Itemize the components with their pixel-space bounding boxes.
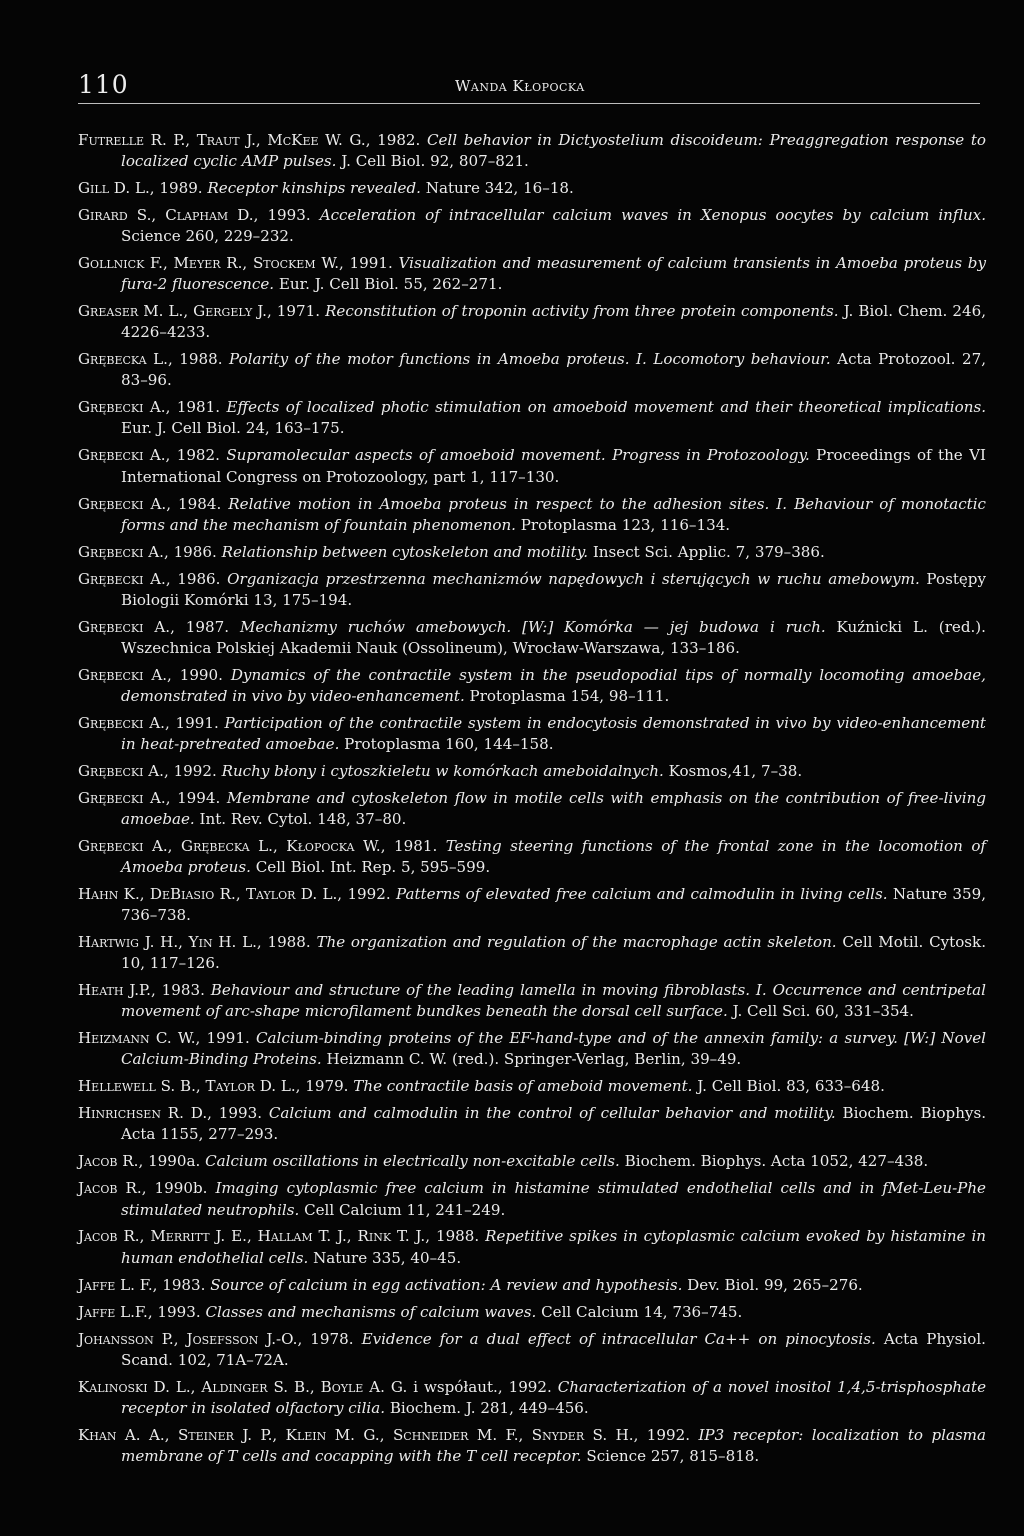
- reference-year: , 1991.: [195, 1029, 256, 1048]
- reference-authors: Hellewell S. B., Taylor D. L.: [78, 1077, 296, 1096]
- reference-title: Classes and mechanisms of calcium waves.: [205, 1302, 537, 1321]
- reference-title: Relationship between cytoskeleton and motility.: [221, 542, 589, 561]
- reference-list: [78, 130, 986, 1473]
- reference-year: , 1979.: [295, 1077, 354, 1096]
- reference-title: Reconstitution of troponin activity from three protein components.: [325, 302, 839, 321]
- reference-authors: Hahn K., DeBiasio R., Taylor D. L.: [78, 885, 338, 904]
- reference-entry: [78, 253, 986, 295]
- reference-source: Nature 359, 736–738.: [121, 885, 987, 925]
- reference-source: Protoplasma 160, 144–158.: [339, 734, 554, 753]
- reference-entry: [78, 178, 986, 199]
- reference-source: Biochem. J. 281, 449–456.: [385, 1398, 589, 1417]
- reference-year: , 1992.: [337, 885, 397, 904]
- reference-title: Visualization and measurement of calcium transients in Amoeba proteus by fura-2 fluorescence.: [121, 254, 986, 294]
- reference-source: Cell Motil. Cytosk. 10, 117–126.: [121, 933, 986, 973]
- reference-title: Relative motion in Amoeba proteus in respect to the adhesion sites. I. Behaviour of monotactic forms and the mechanism of fountain phenomenon.: [121, 494, 987, 534]
- reference-year: , 1990b.: [141, 1179, 216, 1198]
- reference-authors: Kalinoski D. L., Aldinger S. B., Boyle A. G.: [78, 1377, 408, 1396]
- reference-source: Science 257, 815–818.: [581, 1446, 760, 1465]
- reference-title: IP3 receptor: localization to plasma membrane of T cells and cocapping with the T cell receptor.: [121, 1425, 986, 1465]
- reference-authors: Jaffe L. F.: [78, 1275, 153, 1294]
- reference-title: Polarity of the motor functions in Amoeba proteus. I. Locomotory behaviour.: [229, 350, 831, 369]
- reference-title: The organization and regulation of the macrophage actin skeleton.: [316, 933, 837, 952]
- reference-entry: [78, 884, 986, 926]
- reference-year: , 1990a.: [138, 1152, 206, 1171]
- reference-year: , 1990.: [167, 665, 231, 684]
- reference-source: Proceedings of the VI International Congress on Protozoology, part 1, 117–130.: [121, 446, 986, 486]
- reference-authors: Hinrichsen R. D.: [78, 1104, 208, 1123]
- reference-authors: Grębecki A.: [78, 398, 166, 417]
- reference-year: , 1992.: [163, 761, 222, 780]
- reference-entry: [78, 1425, 986, 1467]
- reference-source: Heizmann C. W. (red.). Springer-Verlag, Berlin, 39–49.: [321, 1050, 742, 1069]
- reference-title: Characterization of a novel inositol 1,4,5-trisphosphate receptor in isolated olfactory cilia.: [121, 1377, 987, 1417]
- reference-entry: [78, 1028, 986, 1070]
- reference-year: , 1983.: [150, 981, 211, 1000]
- reference-source: Kosmos,41, 7–38.: [663, 761, 803, 780]
- reference-title: The contractile basis of ameboid movement.: [353, 1077, 693, 1096]
- reference-year: , 1993.: [207, 1104, 269, 1123]
- reference-source: Cell Biol. Int. Rep. 5, 595–599.: [250, 858, 491, 877]
- reference-title: Participation of the contractile system in endocytosis demonstrated in vivo by video-enhancement in heat-pretreated amoebae.: [121, 713, 986, 753]
- reference-source: Postępy Biologii Komórki 13, 175–194.: [121, 569, 986, 609]
- reference-source: Acta Protozool. 27, 83–96.: [121, 350, 987, 390]
- reference-authors: Heath J.P.: [78, 981, 151, 1000]
- reference-title: Receptor kinships revealed.: [207, 179, 421, 198]
- reference-authors: Grębecki A.: [78, 542, 164, 561]
- reference-authors: Gollnick F., Meyer R., Stockem W.: [78, 254, 340, 273]
- reference-title: Evidence for a dual effect of intracellular Ca++ on pinocytosis.: [361, 1329, 876, 1348]
- reference-source: Eur. J. Cell Biol. 24, 163–175.: [121, 419, 345, 438]
- reference-title: Cell behavior in Dictyostelium discoideum: Preaggregation response to localized cyclic AMP pulses.: [121, 131, 987, 171]
- reference-year: , 1993.: [147, 1302, 206, 1321]
- reference-entry: [78, 665, 986, 707]
- reference-entry: [78, 1226, 986, 1268]
- reference-authors: Jacob R.: [78, 1179, 142, 1198]
- reference-authors: Grębecki A.: [78, 617, 171, 636]
- reference-entry: [78, 397, 986, 439]
- reference-year: , 1988.: [256, 933, 317, 952]
- reference-year: , 1989.: [149, 179, 208, 198]
- reference-source: Nature 335, 40–45.: [308, 1248, 462, 1267]
- reference-entry: [78, 130, 986, 172]
- reference-entry: [78, 445, 986, 487]
- reference-title: Calcium oscillations in electrically non-excitable cells.: [205, 1152, 620, 1171]
- reference-authors: Khan A. A., Steiner J. P., Klein M. G., Schneider M. F., Snyder S. H.: [78, 1425, 634, 1444]
- reference-title: Calcium and calmodulin in the control of cellular behavior and motility.: [268, 1104, 836, 1123]
- reference-year: , 1983.: [152, 1275, 211, 1294]
- reference-authors: Grębecki A.: [78, 788, 166, 807]
- reference-year: , 1981.: [165, 398, 227, 417]
- reference-year: , 1978.: [297, 1329, 362, 1348]
- reference-entry: [78, 542, 986, 563]
- reference-entry: [78, 836, 986, 878]
- reference-title: Testing steering functions of the frontal zone in the locomotion of Amoeba proteus.: [121, 836, 986, 877]
- reference-title: Behaviour and structure of the leading lamella in moving fibroblasts. I. Occurrence and centripetal movement of arc-shape microfilament bundkes beneath the dorsal cell surface.: [121, 981, 986, 1021]
- reference-year: , 1991.: [339, 254, 399, 273]
- reference-authors: Gill D. L.: [78, 179, 150, 198]
- reference-source: Cell Calcium 11, 241–249.: [299, 1200, 506, 1219]
- reference-title: Calcium-binding proteins of the EF-hand-type and of the annexin family: a survey. [W:] Novel Calcium-Binding Proteins.: [121, 1029, 986, 1069]
- reference-entry: [78, 1329, 986, 1371]
- reference-entry: [78, 1178, 986, 1220]
- reference-authors: Hartwig J. H., Yin H. L.: [78, 933, 257, 952]
- reference-authors: Greaser M. L., Gergely J.: [78, 302, 267, 321]
- reference-entry: [78, 205, 986, 247]
- reference-authors: Johansson P., Josefsson J.-O.: [78, 1329, 298, 1348]
- reference-entry: [78, 569, 986, 611]
- reference-entry: [78, 1151, 986, 1172]
- reference-authors: Grębecki A.: [78, 665, 168, 684]
- page-number: 110: [78, 70, 129, 99]
- page-header: [78, 66, 980, 106]
- reference-authors: Heizmann C. W.: [78, 1029, 196, 1048]
- reference-title: Dynamics of the contractile system in the pseudopodial tips of normally locomoting amoebae, demonstrated in vivo by video-enhancement.: [121, 665, 986, 705]
- reference-year: , 1984.: [166, 494, 229, 513]
- reference-source: Eur. J. Cell Biol. 55, 262–271.: [274, 275, 503, 294]
- reference-entry: [78, 1302, 986, 1323]
- reference-source: Int. Rev. Cytol. 148, 37–80.: [194, 809, 407, 828]
- reference-year: , 1991.: [164, 713, 225, 732]
- reference-entry: [78, 349, 986, 391]
- reference-entry: [78, 1377, 986, 1419]
- reference-year: , 1986.: [163, 542, 222, 561]
- reference-authors: Jaffe L.F.: [78, 1302, 148, 1321]
- reference-entry: [78, 932, 986, 974]
- reference-authors: Grębecki A.: [78, 713, 165, 732]
- reference-title: Imaging cytoplasmic free calcium in histamine stimulated endothelial cells and in fMet-Leu-Phe stimulated neutrophils.: [121, 1179, 986, 1219]
- reference-year: , 1988.: [167, 350, 230, 369]
- reference-source: Biochem. Biophys. Acta 1155, 277–293.: [121, 1104, 987, 1144]
- reference-source: Kuźnicki L. (red.). Wszechnica Polskiej Akademii Nauk (Ossolineum), Wrocław-Warszawa, 133–186.: [121, 617, 986, 657]
- reference-authors: Grębecki A.: [78, 761, 164, 780]
- reference-authors: Jacob R., Merritt J. E., Hallam T. J., Rink T. J.: [78, 1227, 426, 1246]
- reference-title: Repetitive spikes in cytoplasmic calcium evoked by histamine in human endothelial cells.: [121, 1227, 987, 1267]
- reference-title: Ruchy błony i cytoszkieletu w komórkach ameboidalnych.: [221, 761, 664, 780]
- reference-source: Nature 342, 16–18.: [420, 179, 574, 198]
- reference-source: Dev. Biol. 99, 265–276.: [682, 1275, 863, 1294]
- reference-entry: [78, 1076, 986, 1097]
- reference-title: Source of calcium in egg activation: A review and hypothesis.: [210, 1275, 683, 1294]
- reference-source: Biochem. Biophys. Acta 1052, 427–438.: [619, 1152, 929, 1171]
- reference-source: J. Cell Biol. 92, 807–821.: [336, 152, 529, 171]
- reference-source: J. Biol. Chem. 246, 4226–4233.: [121, 302, 987, 342]
- reference-year: , 1986.: [165, 569, 228, 588]
- reference-title: Membrane and cytoskeleton flow in motile cells with emphasis on the contribution of free-living amoebae.: [121, 788, 986, 828]
- reference-year: , 1982.: [365, 131, 427, 149]
- reference-entry: [78, 494, 986, 536]
- reference-source: Protoplasma 123, 116–134.: [515, 515, 731, 534]
- reference-authors: Girard S., Clapham D.: [78, 206, 254, 225]
- reference-entry: [78, 980, 986, 1022]
- reference-entry: [78, 301, 986, 343]
- reference-source: Acta Physiol. Scand. 102, 71A–72A.: [121, 1329, 986, 1369]
- reference-source: Protoplasma 154, 98–111.: [464, 686, 670, 705]
- reference-authors: Grębecki A.: [78, 569, 166, 588]
- reference-year: , 1988.: [425, 1227, 486, 1246]
- reference-year: , 1992.: [633, 1425, 699, 1444]
- reference-authors: Grębecki A.: [78, 446, 166, 465]
- reference-entry: [78, 713, 986, 755]
- reference-source: J. Cell Biol. 83, 633–648.: [692, 1077, 885, 1096]
- reference-authors: Grębecka L.: [78, 350, 168, 369]
- reference-source: Science 260, 229–232.: [121, 227, 294, 246]
- reference-title: Acceleration of intracellular calcium waves in Xenopus oocytes by calcium influx.: [319, 206, 986, 225]
- reference-entry: [78, 788, 986, 830]
- reference-year: , 1982.: [165, 446, 227, 465]
- reference-year: , 1971.: [266, 302, 326, 321]
- reference-authors: Grębecki A.: [78, 494, 167, 513]
- reference-entry: [78, 761, 986, 782]
- reference-year: , 1981.: [380, 836, 446, 855]
- reference-title: Effects of localized photic stimulation on amoeboid movement and their theoretical implications.: [226, 398, 986, 417]
- reference-authors: Jacob R.: [78, 1152, 139, 1171]
- reference-authors: Futrelle R. P., Traut J., McKee W. G.: [78, 131, 366, 149]
- reference-year: , 1994.: [165, 788, 227, 807]
- reference-title: Patterns of elevated free calcium and calmodulin in living cells.: [396, 885, 888, 904]
- reference-title: Mechanizmy ruchów amebowych. [W:] Komórka — jej budowa i ruch.: [239, 617, 826, 636]
- reference-title: Organizacja przestrzenna mechanizmów napędowych i sterujących w ruchu amebowym.: [227, 569, 920, 588]
- reference-source: J. Cell Sci. 60, 331–354.: [727, 1002, 914, 1021]
- reference-entry: [78, 1103, 986, 1145]
- reference-entry: [78, 1275, 986, 1296]
- reference-authors: Grębecki A., Grębecka L., Kłopocka W.: [78, 836, 381, 855]
- reference-title: Supramolecular aspects of amoeboid movement. Progress in Protozoology.: [226, 446, 810, 465]
- reference-year: i współaut., 1992.: [407, 1377, 558, 1396]
- reference-year: , 1993.: [253, 206, 320, 225]
- reference-source: Cell Calcium 14, 736–745.: [536, 1302, 743, 1321]
- running-title: Wanda Kłopocka: [455, 77, 585, 95]
- reference-year: , 1987.: [170, 617, 240, 636]
- header-rule: [78, 103, 980, 104]
- reference-source: Insect Sci. Applic. 7, 379–386.: [588, 542, 825, 561]
- reference-entry: [78, 617, 986, 659]
